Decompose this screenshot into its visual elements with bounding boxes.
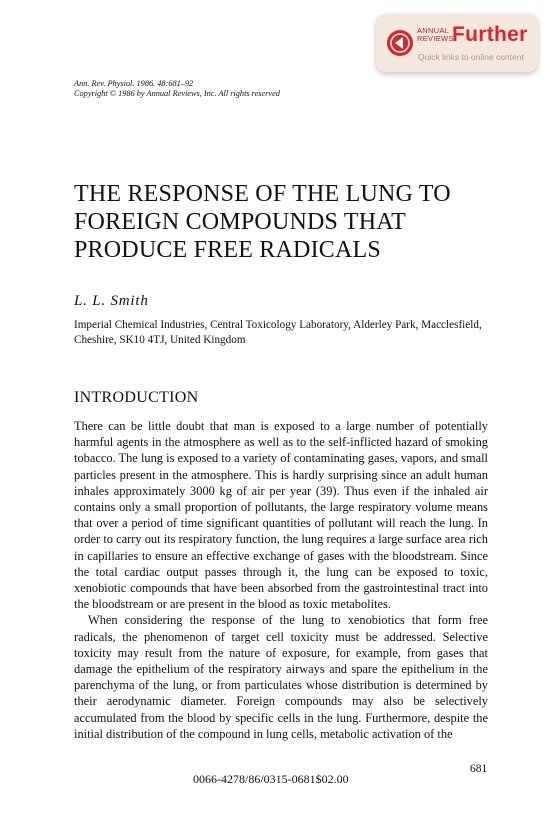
badge-reviews: REVIEWS	[417, 34, 454, 43]
badge-further-label: Further	[452, 23, 528, 46]
citation-line-1: Ann. Rev. Physiol. 1986. 48:681–92	[74, 79, 194, 88]
citation-line-2: Copyright © 1986 by Annual Reviews, Inc. All rights reserved	[74, 89, 280, 98]
page-number: 681	[470, 763, 488, 775]
speaker-arrow-icon	[386, 29, 414, 57]
paragraph-2: When considering the response of the lung to xenobiotics that form free radicals, the phenomenon of target cell toxicity must be addressed. Selective toxicity may result from the nature of exposure, for example, from gases that damage the epithelium of the respiratory airways and spare the epithelium in the parenchyma of the lung, or from particulates whose distribution is determined by their aerodynamic diameter. Foreign compounds may also be selectively accumulated from the blood by specific cells in the lung. Furthermore, despite the initial distribution of the compound in lung cells, metabolic activation of the	[74, 613, 488, 741]
footer-code: 0066-4278/86/0315-0681$02.00	[193, 772, 349, 786]
title-line-3: PRODUCE FREE RADICALS	[74, 237, 381, 263]
section-heading: INTRODUCTION	[74, 389, 199, 406]
body-text	[74, 418, 488, 742]
paragraph-1: There can be little doubt that man is exposed to a large number of potentially harmful agents in the atmosphere as well as to the self-inflicted hazard of smoking tobacco. The lung is exposed to a variety of contaminating gases, vapors, and small particles present in the atmosphere. This is hardly surprising since an adult human inhales approximately 3000 kg of air per year (39). Thus even if the inhaled air contains only a small proportion of pollutants, the large respiratory volume means that over a period of time significant quantities of pollutant will reach the lung. In order to carry out its respiratory function, the lung requires a large surface area rich in capillaries to ensure an effective exchange of gases with the bloodstream. Since the total cardiac output passes through it, the lung can be exposed to toxic, xenobiotic compounds that have been absorbed from the gastrointestinal tract into the bloodstream or are present in the blood as toxic metabolites.	[74, 419, 488, 612]
badge-subtitle: Quick links to online content	[418, 52, 524, 62]
title-line-1: THE RESPONSE OF THE LUNG TO	[74, 181, 451, 207]
author: L. L. Smith	[74, 293, 149, 309]
further-badge[interactable]	[376, 14, 538, 72]
badge-annual: ANNUAL	[417, 26, 450, 35]
annual-reviews-logo-text	[417, 27, 454, 43]
title-line-2: FOREIGN COMPOUNDS THAT	[74, 209, 406, 235]
citation	[74, 79, 280, 99]
article-title	[74, 180, 451, 264]
affiliation: Imperial Chemical Industries, Central Toxicology Laboratory, Alderley Park, Macclesfield, Cheshire, SK10 4TJ, United Kingdom	[74, 319, 482, 346]
